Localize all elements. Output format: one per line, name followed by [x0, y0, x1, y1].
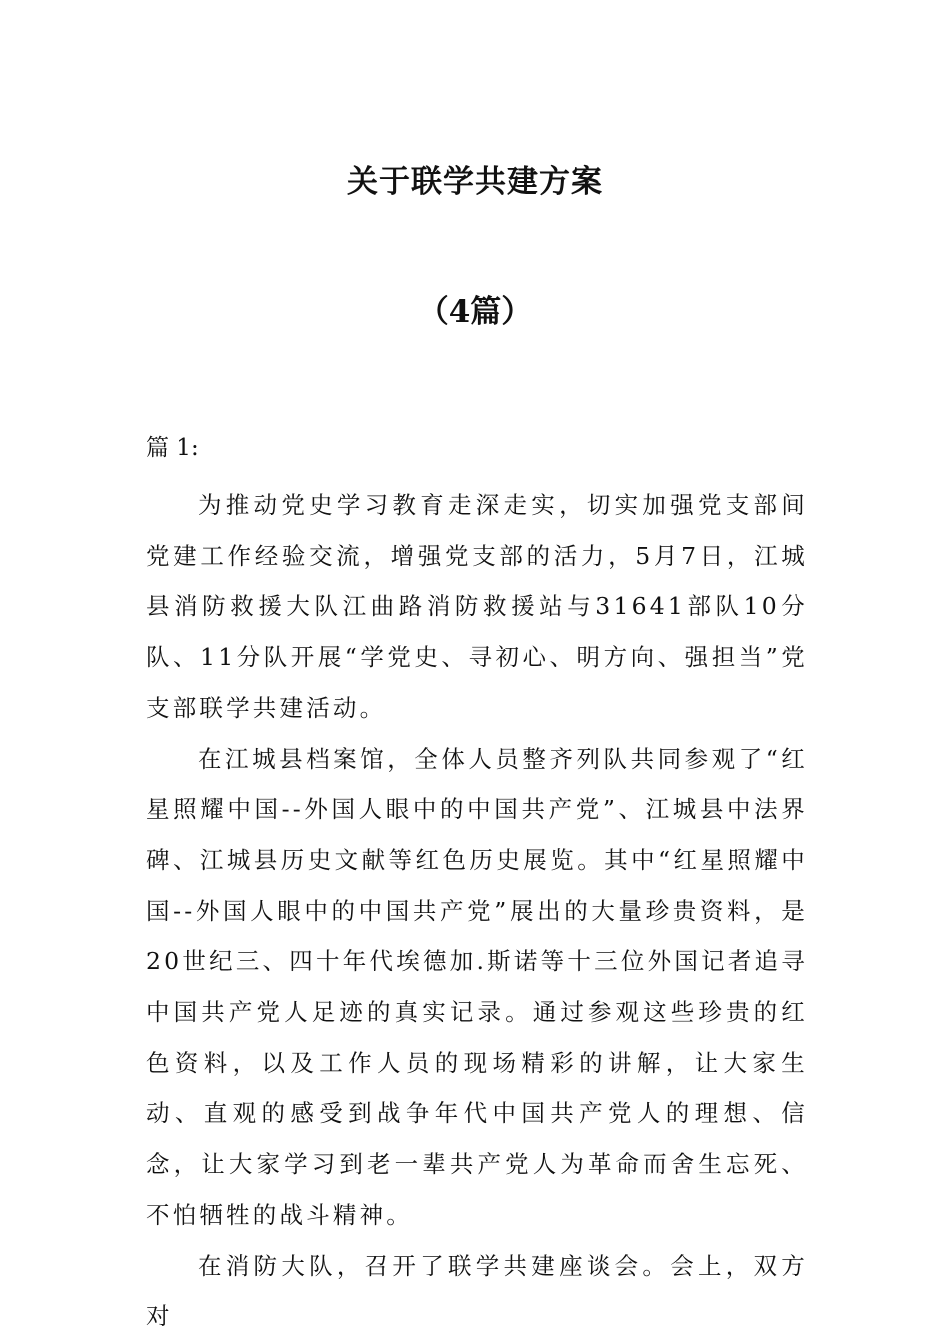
document-title: 关于联学共建方案	[347, 164, 603, 200]
paragraph: 在消防大队，召开了联学共建座谈会。会上，双方对	[146, 1251, 808, 1331]
paragraph: 在江城县档案馆，全体人员整齐列队共同参观了“红星照耀中国--外国人眼中的中国共产党”、江城县中法界碑、江城县历史文献等红色历史展览。其中“红星照耀中国--外国人眼中的中国共产党”展出的大量珍贵资料，是20世纪三、四十年代埃德加.斯诺等十三位外国记者追寻中国共产党人足迹的真实记录。通过参观这些珍贵的红色资料，以及工作人员的现场精彩的讲解，让大家生动、直观的感受到战争年代中国共产党人的理想、信念，让大家学习到老一辈共产党人为革命而舍生忘死、不怕牺牲的战斗精神。	[146, 744, 808, 1229]
section-label: 篇 1:	[146, 435, 199, 461]
paragraph: 为推动党史学习教育走深走实，切实加强党支部间党建工作经验交流，增强党支部的活力，5月7日，江城县消防救援大队江曲路消防救援站与31641部队10分队、11分队开展“学党史、寻初心、明方向、强担当”党支部联学共建活动。	[146, 491, 808, 722]
document-subtitle: （4篇）	[417, 294, 533, 330]
document-body	[146, 480, 808, 1342]
